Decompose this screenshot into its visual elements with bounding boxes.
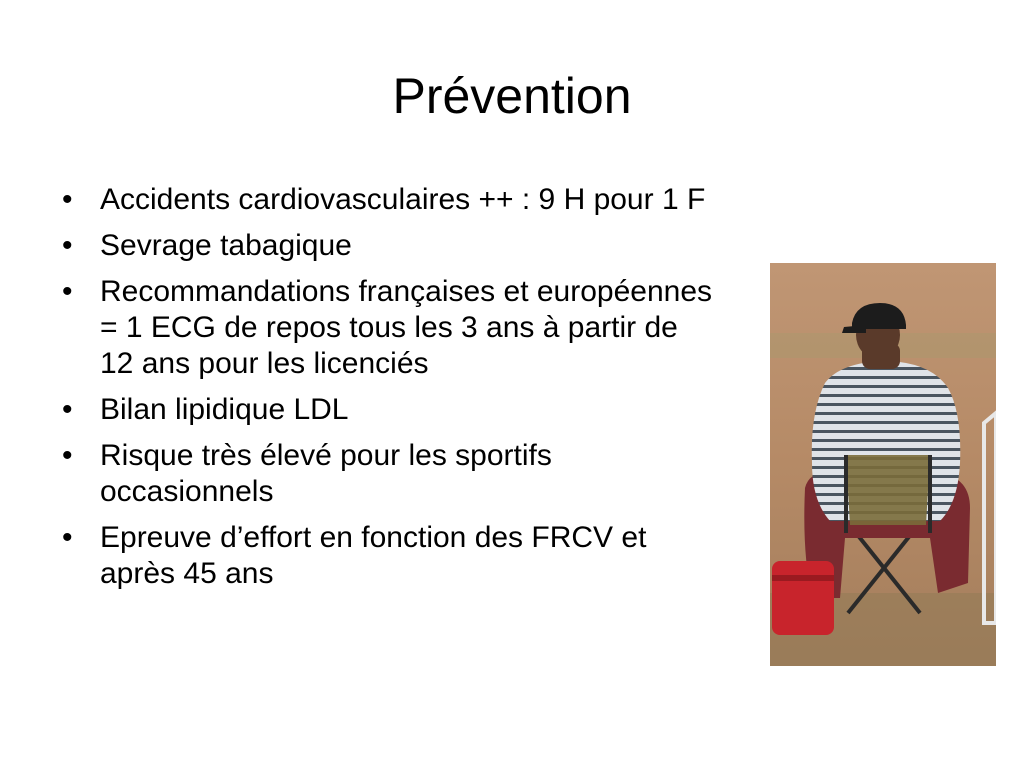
bullet-icon: •	[62, 183, 73, 216]
bullet-text: Risque très élevé pour les sportifs occasionnels	[100, 439, 552, 508]
bullet-list	[58, 182, 718, 602]
bullet-icon: •	[62, 275, 73, 308]
bullet-icon: •	[62, 521, 73, 554]
bullet-item	[58, 438, 718, 510]
spectator-illustration	[770, 263, 996, 666]
bullet-item	[58, 392, 718, 428]
bullet-text: Accidents cardiovasculaires ++ : 9 H pour 1 F	[100, 183, 706, 216]
bullet-text: Epreuve d’effort en fonction des FRCV et après 45 ans	[100, 521, 647, 590]
chair-backrest	[846, 455, 930, 525]
bullet-icon: •	[62, 439, 73, 472]
bullet-icon: •	[62, 393, 73, 426]
bullet-item	[58, 228, 718, 264]
spectator-photo	[770, 263, 996, 666]
bullet-text: Sevrage tabagique	[100, 229, 352, 262]
bullet-text: Recommandations françaises et européennes = 1 ECG de repos tous les 3 ans à partir de 12 ans pour les licenciés	[100, 275, 713, 380]
bullet-item	[58, 520, 718, 592]
bullet-item	[58, 182, 718, 218]
bullet-item	[58, 274, 718, 382]
slide-title: Prévention	[392, 68, 632, 124]
red-bag	[772, 561, 834, 635]
bullet-icon: •	[62, 229, 73, 262]
bullet-text: Bilan lipidique LDL	[100, 393, 349, 426]
